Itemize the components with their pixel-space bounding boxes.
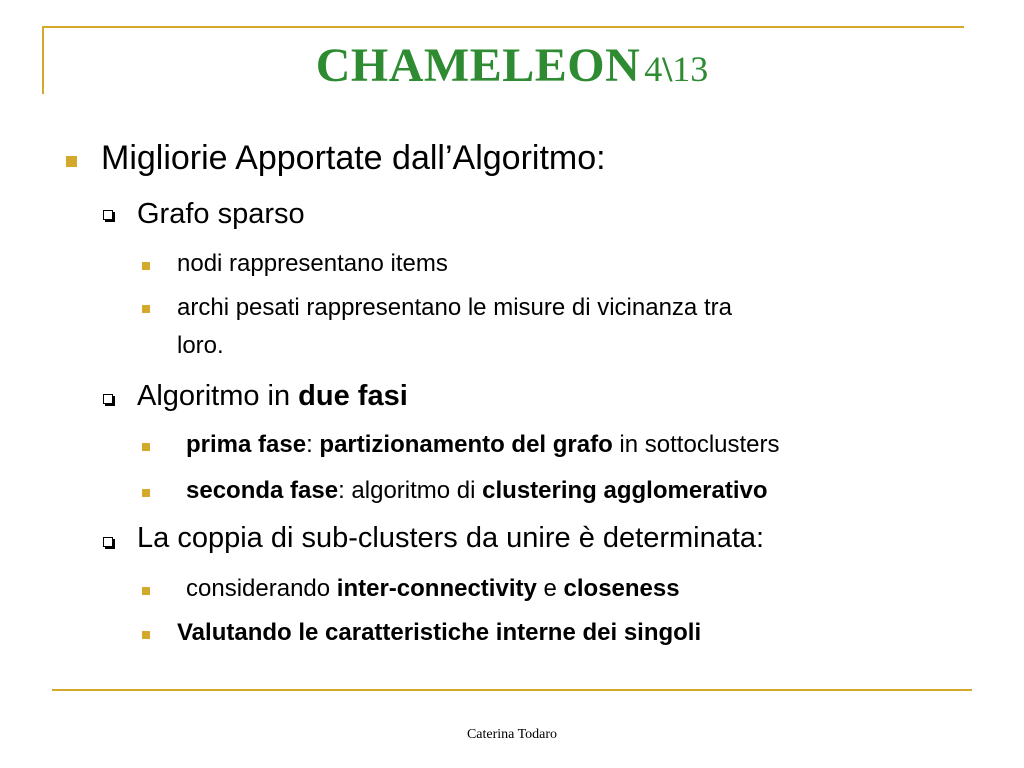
bullet-small-square-icon bbox=[142, 587, 150, 595]
sub-bullet-algoritmo: Algoritmo in due fasi bbox=[137, 380, 408, 412]
item-valutando: Valutando le caratteristiche interne dei singoli bbox=[177, 619, 702, 646]
item-archi-line2: loro. bbox=[177, 332, 224, 359]
title-page-number: 4\13 bbox=[644, 49, 709, 89]
bullet-small-square-icon bbox=[142, 262, 150, 270]
item-nodi: nodi rappresentano items bbox=[177, 250, 448, 277]
frame-bottom-line bbox=[52, 689, 972, 691]
main-bullet-text: Migliorie Apportate dall’Algoritmo: bbox=[101, 139, 606, 177]
bullet-square-icon bbox=[66, 156, 77, 167]
bullet-box-icon bbox=[103, 537, 113, 547]
bullet-small-square-icon bbox=[142, 631, 150, 639]
sub-bullet-grafo: Grafo sparso bbox=[137, 198, 305, 230]
item-archi-line1: archi pesati rappresentano le misure di vicinanza tra bbox=[177, 294, 732, 321]
item-seconda-fase: seconda fase: algoritmo di clustering agglomerativo bbox=[186, 477, 768, 504]
bullet-small-square-icon bbox=[142, 305, 150, 313]
sub-bullet-coppia: La coppia di sub-clusters da unire è determinata: bbox=[137, 522, 765, 554]
bullet-box-icon bbox=[103, 394, 113, 404]
title-main: CHAMELEON bbox=[315, 39, 641, 92]
footer-author: Caterina Todaro bbox=[466, 727, 558, 742]
bullet-box-icon bbox=[103, 210, 113, 220]
item-considerando: considerando inter-connectivity e closeness bbox=[186, 575, 680, 602]
bullet-small-square-icon bbox=[142, 443, 150, 451]
bullet-small-square-icon bbox=[142, 489, 150, 497]
item-prima-fase: prima fase: partizionamento del grafo in sottoclusters bbox=[186, 431, 780, 458]
